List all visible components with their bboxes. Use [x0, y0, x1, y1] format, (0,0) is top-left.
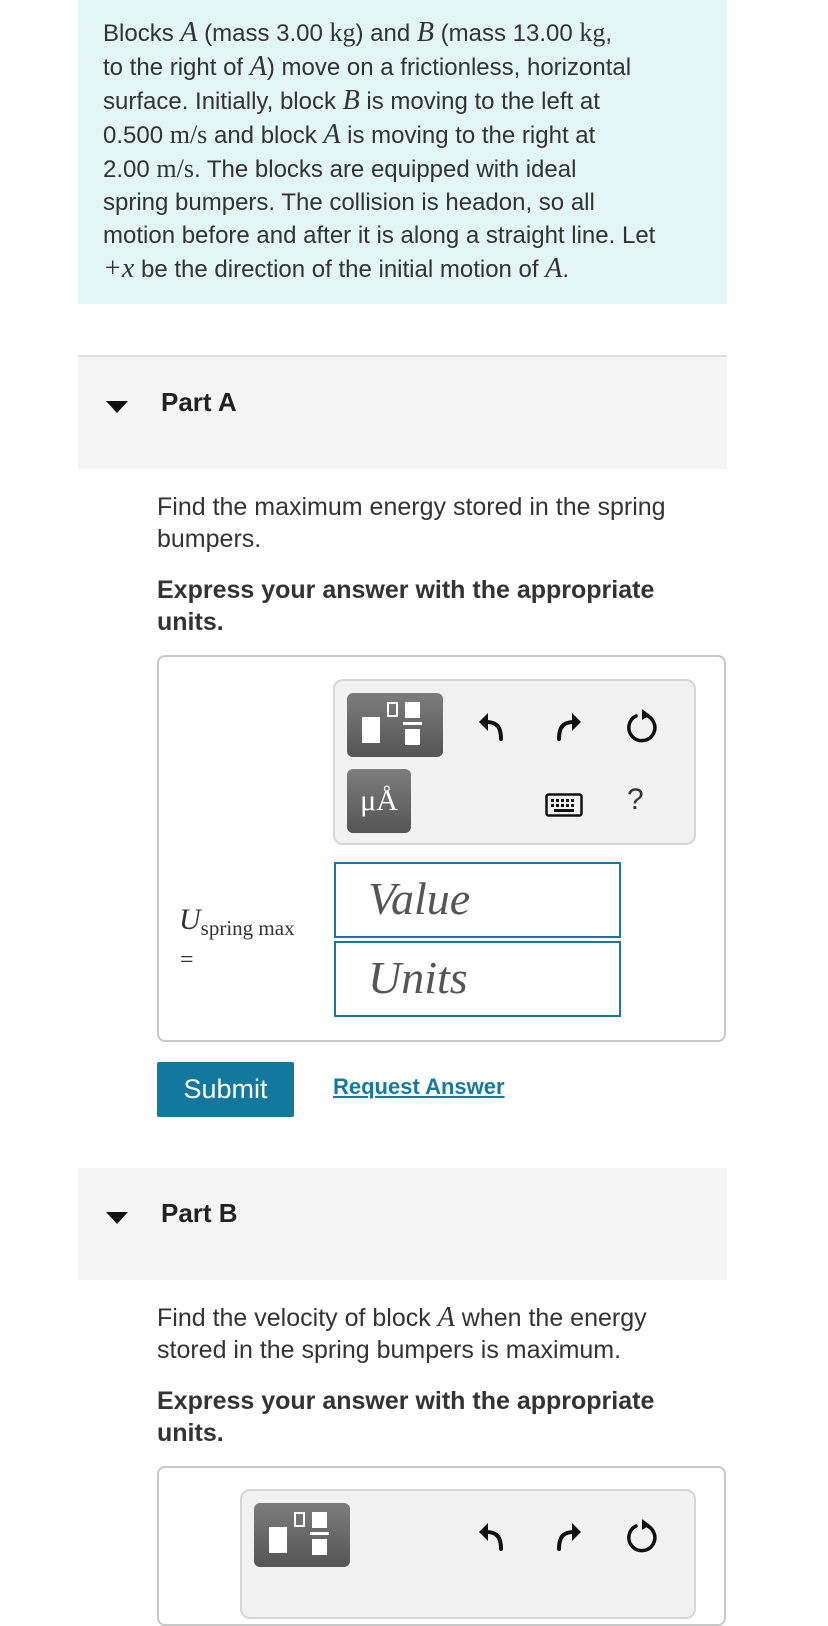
units-button[interactable]: μÅ [347, 769, 411, 833]
equals-sign: = [180, 947, 194, 973]
templates-icon[interactable] [254, 1503, 350, 1567]
reset-icon[interactable] [622, 708, 660, 746]
part-b-question: Find the velocity of block A when the energy stored in the spring bumpers is maximum. [157, 1302, 647, 1364]
reset-icon[interactable] [622, 1518, 660, 1556]
caret-down-icon[interactable] [106, 401, 128, 413]
part-a-answer-box [157, 655, 726, 1042]
part-a-title: Part A [161, 387, 237, 417]
variable-symbol: $U_{spring max}$ [179, 903, 295, 940]
part-b-title: Part B [161, 1198, 238, 1228]
problem-statement [78, 0, 727, 304]
redo-icon[interactable] [551, 709, 585, 743]
undo-icon[interactable] [475, 709, 509, 743]
math-toolbar [240, 1489, 696, 1619]
submit-button[interactable]: Submit [157, 1062, 294, 1117]
help-button[interactable]: ? [627, 783, 644, 816]
undo-icon[interactable] [475, 1519, 509, 1553]
keyboard-icon[interactable] [545, 793, 583, 817]
request-answer-link[interactable]: Request Answer [333, 1074, 505, 1099]
units-input[interactable]: Units [334, 941, 621, 1017]
math-toolbar [333, 679, 696, 845]
problem-text: Blocks A (mass 3.00 kg) and B (mass 13.00 kg, to the right of A) move on a frictionless, horizontal surface. Initially, block B is moving to the left at 0.500 m/s and block A is moving to the right at 2.00 m/s. The blocks are equipped with ideal spring bumpers. The collision is headon, so all motion before and after it is along a straight line. Let +x be the direction of the initial motion of A. [103, 17, 656, 284]
templates-icon[interactable] [347, 693, 443, 757]
part-b-instruction: Express your answer with the appropriate units. [157, 1387, 655, 1447]
caret-down-icon[interactable] [106, 1212, 128, 1224]
part-a-header[interactable] [78, 357, 727, 469]
part-b-header[interactable] [78, 1168, 727, 1280]
part-b-answer-box [157, 1466, 726, 1626]
part-a-instruction: Express your answer with the appropriate units. [157, 576, 655, 636]
part-a-question: Find the maximum energy stored in the spring bumpers. [157, 493, 666, 553]
value-input[interactable]: Value [334, 862, 621, 938]
redo-icon[interactable] [551, 1519, 585, 1553]
